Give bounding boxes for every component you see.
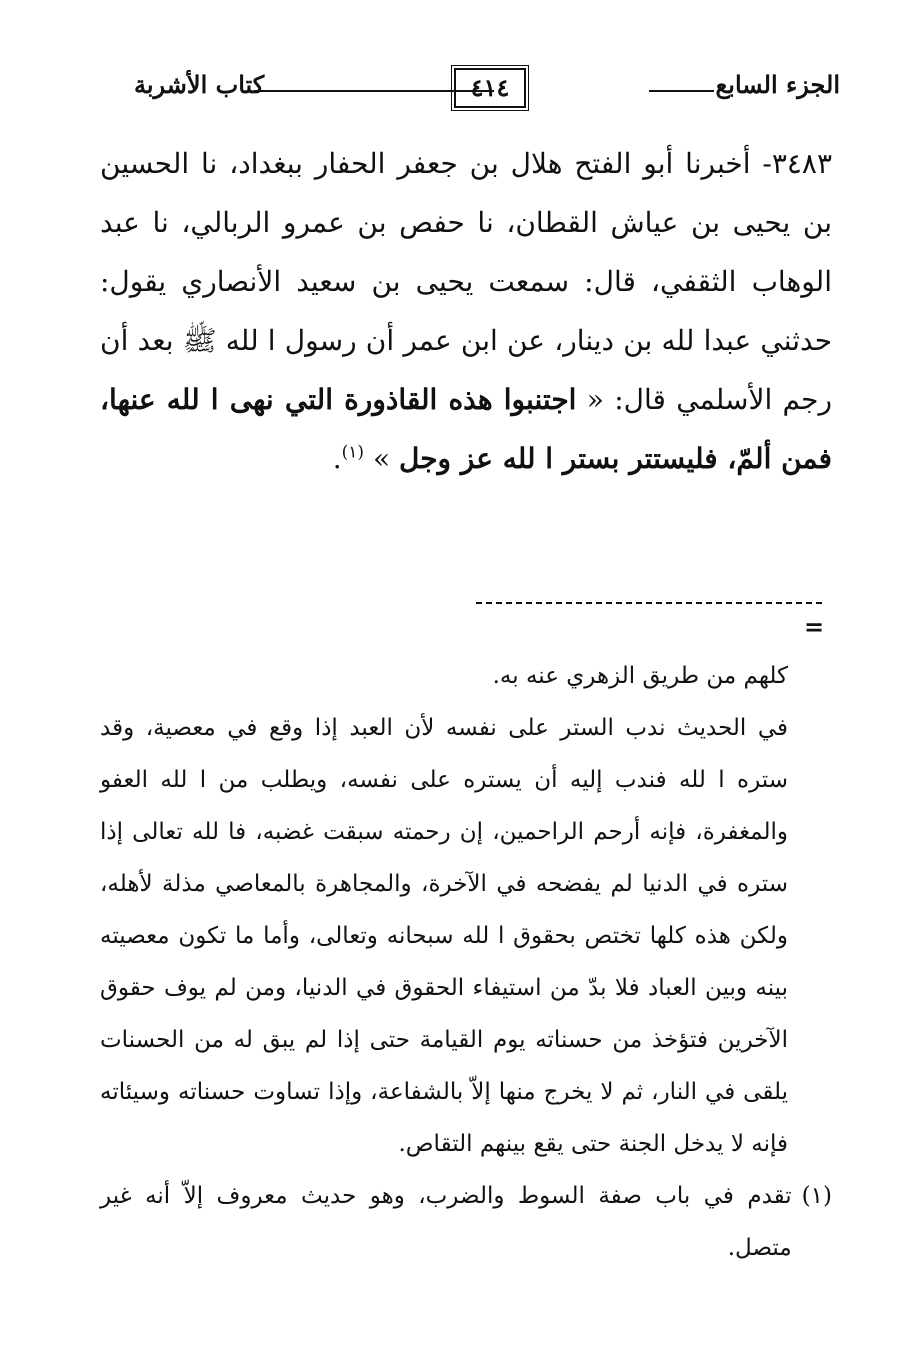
header-book-title: كتاب الأشربة bbox=[134, 70, 265, 99]
footnote-separator bbox=[476, 602, 822, 604]
footnote-continuation-1: كلهم من طريق الزهري عنه به. bbox=[492, 663, 788, 689]
header-rule-right bbox=[649, 90, 714, 92]
page-number: ٤١٤ bbox=[454, 68, 526, 108]
footnote-continuation-2: في الحديث ندب الستر على نفسه لأن العبد إذا وقع في معصية، وقد ستره ا لله فندب إليه أن يستره على نفسه، ويطلب من ا لله العفو والمغفرة، فإنه أرحم الراحمين، إن رحمته سبقت غضبه، فا لله تعالى إذا ستره في الدنيا لم يفضحه في الآخرة، والمجاهرة بالمعاصي مذلة لأهله، ولكن هذه كلها تختص بحقوق ا لله سبحانه وتعالى، وأما ما تكون معصيته بينه وبين العباد فلا بدّ من استيفاء الحقوق في الدنيا، ومن لم يوف حقوق الآخرين فتؤخذ من حسناته يوم القيامة حتى إذا لم يبق له من الحسنات يلقى في النار، ثم لا يخرج منها إلاّ بالشفاعة، وإذا تساوت حسناته وسيئاته فإنه لا يدخل الجنة حتى يقع بينهم التقاص. bbox=[100, 715, 788, 1157]
footnote-1-text: تقدم في باب صفة السوط والضرب، وهو حديث معروف إلاّ أنه غير متصل. bbox=[100, 1183, 792, 1261]
footnotes bbox=[100, 650, 832, 1274]
footnote-continuation-marker: = bbox=[804, 612, 825, 641]
footnote-1 bbox=[100, 1170, 832, 1274]
quote-close: » bbox=[372, 442, 391, 475]
hadith-isnad: أخبرنا أبو الفتح هلال بن جعفر الحفار ببغداد، نا الحسين بن يحيى بن عياش القطان، نا حفص بن عمرو الربالي، نا عبد الوهاب الثقفي، قال: سمعت يحيى بن سعيد الأنصاري يقول: حدثني عبدا لله بن دينار، عن ابن عمر أن رسول ا لله ﷺ بعد أن رجم الأسلمي قال: bbox=[100, 147, 832, 416]
quote-open: « bbox=[586, 383, 604, 416]
hadith-end: . bbox=[332, 442, 342, 475]
footnote-reference: (١) bbox=[341, 442, 365, 463]
hadith-matn: اجتنبوا هذه القاذورة التي نهى ا لله عنها، فمن ألمّ، فليستتر بستر ا لله عز وجل bbox=[100, 383, 832, 475]
footnote-1-number: (١) bbox=[801, 1183, 832, 1209]
running-header bbox=[134, 66, 840, 114]
hadith-number: ٣٤٨٣- bbox=[762, 147, 832, 180]
header-part: الجزء السابع bbox=[715, 70, 840, 99]
header-rule-left bbox=[254, 90, 494, 92]
hadith-paragraph bbox=[100, 134, 832, 488]
